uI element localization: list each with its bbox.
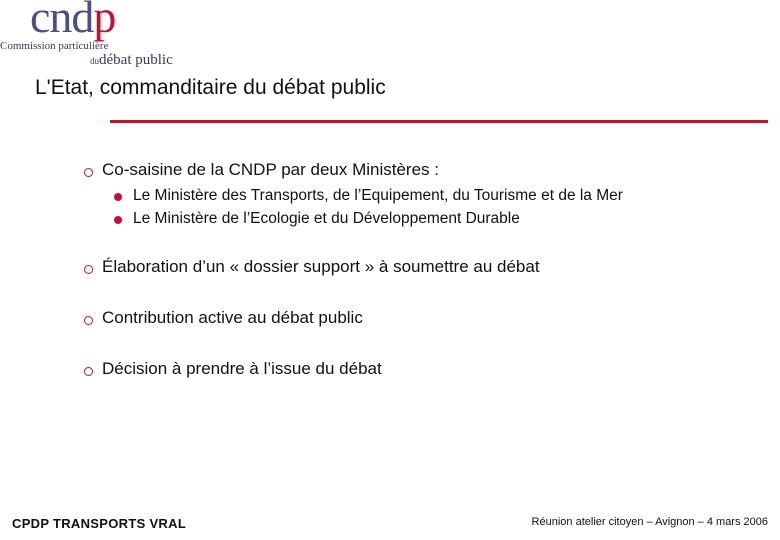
bullet-item-1: Co-saisine de la CNDP par deux Ministères :: [102, 160, 439, 179]
sub-bullet-item-1: Le Ministère des Transports, de l’Equipement, du Tourisme et de la Mer: [133, 187, 623, 204]
bullet-item-2: Élaboration d’un « dossier support » à soumettre au débat: [102, 257, 540, 276]
sub-bullet-icon: [114, 193, 122, 201]
footer-project-name: CPDP TRANSPORTS VRAL: [12, 516, 187, 531]
logo-wordmark: cndp: [30, 0, 116, 42]
bullet-icon: [84, 265, 93, 274]
footer-event-info: Réunion atelier citoyen – Avignon – 4 mars 2006: [531, 516, 768, 528]
cndp-logo: [0, 0, 200, 70]
bullet-item-3: Contribution active au débat public: [102, 308, 363, 327]
sub-bullet-icon: [114, 216, 122, 224]
bullet-icon: [84, 367, 93, 376]
bullet-icon: [84, 168, 93, 177]
slide-title: L'Etat, commanditaire du débat public: [35, 76, 386, 99]
bullet-icon: [84, 316, 93, 325]
bullet-item-4: Décision à prendre à l’issue du débat: [102, 359, 382, 378]
logo-subtitle-line1: Commission particulière: [0, 40, 109, 52]
title-divider: [110, 120, 768, 123]
logo-subtitle-line2: dudébat public: [90, 52, 173, 68]
sub-bullet-item-2: Le Ministère de l’Ecologie et du Développement Durable: [133, 210, 520, 227]
